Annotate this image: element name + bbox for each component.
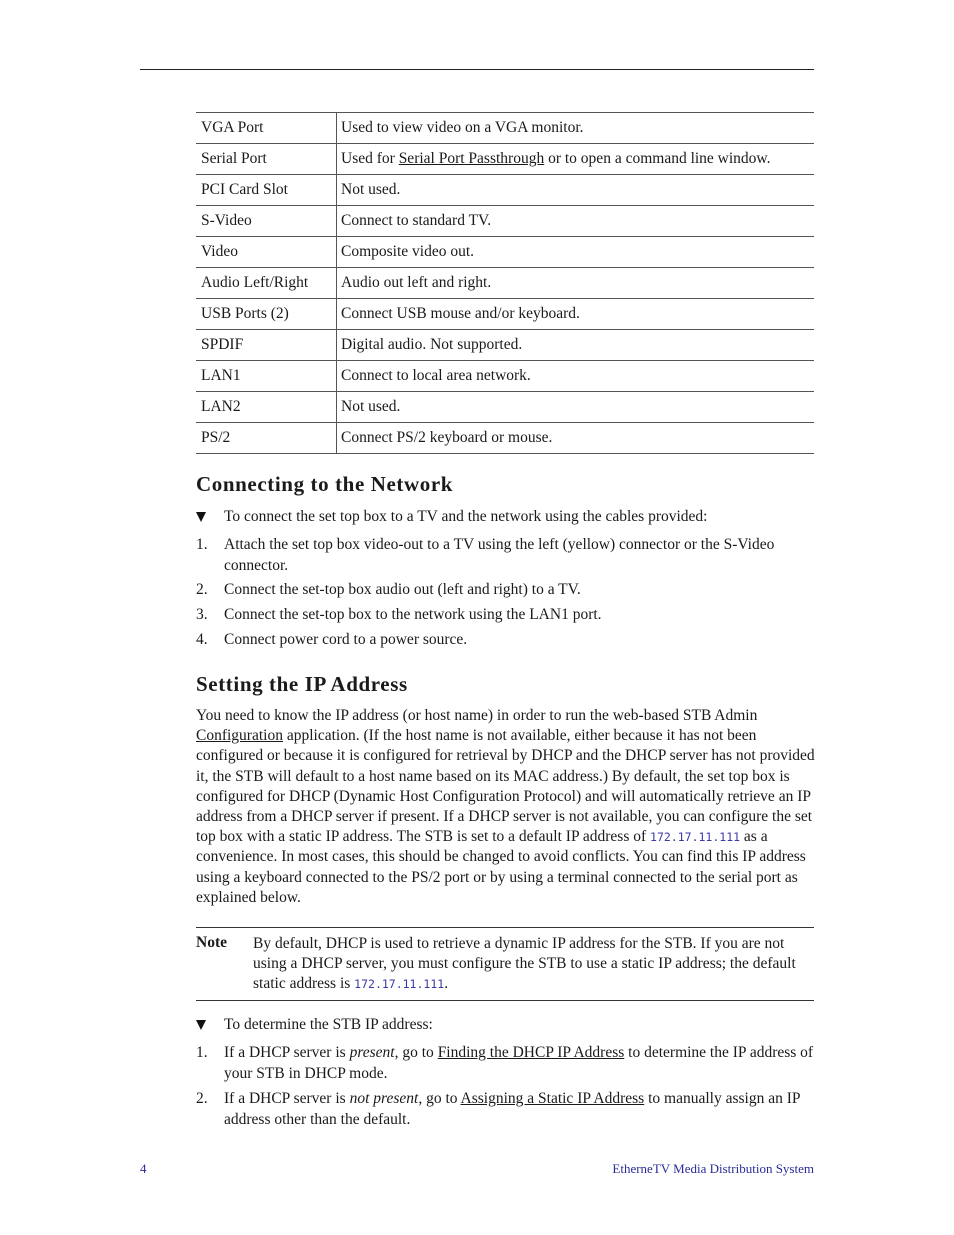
port-desc-cell: Not used. [337,175,815,206]
ports-table [196,112,814,454]
port-name-cell: PCI Card Slot [196,175,337,206]
port-name-cell: USB Ports (2) [196,299,337,330]
procedure-intro: To connect the set top box to a TV and the network using the cables provided: [196,507,816,528]
procedure-intro: To determine the STB IP address: [196,1015,816,1036]
note-label: Note [196,934,227,951]
page-number: 4 [140,1161,147,1176]
table-row [196,268,814,299]
finding-dhcp-ip-link[interactable]: Finding the DHCP IP Address [437,1044,625,1061]
footer-title: EtherneTV Media Distribution System [612,1161,814,1176]
port-name-cell: Video [196,237,337,268]
section-heading-network: Connecting to the Network [196,472,454,496]
port-name-cell: PS/2 [196,423,337,454]
table-row [196,392,814,423]
port-desc-cell: Digital audio. Not supported. [337,330,815,361]
note-box [196,927,814,1001]
header-rule [140,69,814,70]
table-row [196,237,814,268]
port-name-cell: LAN2 [196,392,337,423]
list-item: 4. Connect power cord to a power source. [196,631,468,648]
port-name-cell: Serial Port [196,144,337,175]
table-row [196,299,814,330]
list-item: 2. Connect the set-top box audio out (left and right) to a TV. [196,581,581,598]
static-ip-code: 172.17.11.111 [354,977,445,992]
triangle-bullet-icon [196,512,206,522]
note-text: By default, DHCP is used to retrieve a dynamic IP address for the STB. If you are not using a DHCP server, you must configure the STB to use a static IP address; the default static address is 172.17.11.111. [253,935,796,993]
port-desc-cell: Used for Serial Port Passthrough or to open a command line window. [337,144,815,175]
assigning-static-ip-link[interactable]: Assigning a Static IP Address [460,1090,645,1107]
ip-paragraph: You need to know the IP address (or host name) in order to run the web-based STB Admin Configuration application. (If the host name is not available, either because it has not been configured or because it is configured for retrieval by DHCP and the DHCP server has not provided it, the STB will default to a host name based on its MAC address.) By default, the set top box is configured for DHCP (Dynamic Host Configuration Protocol) and will automatically retrieve an IP address from a DHCP server if present. If a DHCP server is not available, you can configure the set top box with a static IP address. The STB is set to a default IP address of 172.17.11.111 as a convenience. In most cases, this should be changed to avoid conflicts. You can find this IP address using a keyboard connected to the PS/2 port or by using a terminal connected to the serial port as explained below. [196,707,815,906]
table-row [196,423,814,454]
port-desc-cell: Connect USB mouse and/or keyboard. [337,299,815,330]
port-desc-cell: Connect to local area network. [337,361,815,392]
list-item: 1. If a DHCP server is present, go to Finding the DHCP IP Address to determine the IP address of your STB in DHCP mode. [196,1044,814,1082]
table-row [196,361,814,392]
default-ip-code: 172.17.11.111 [650,830,741,845]
port-name-cell: SPDIF [196,330,337,361]
triangle-bullet-icon [196,1020,206,1030]
table-row [196,175,814,206]
table-row [196,144,814,175]
port-name-cell: S-Video [196,206,337,237]
configuration-link[interactable]: Configuration [196,727,283,745]
table-row [196,206,814,237]
table-row [196,330,814,361]
port-name-cell: LAN1 [196,361,337,392]
port-desc-cell: Connect PS/2 keyboard or mouse. [337,423,815,454]
port-desc-cell: Not used. [337,392,815,423]
port-desc-cell: Used to view video on a VGA monitor. [337,113,815,144]
port-name-cell: Audio Left/Right [196,268,337,299]
port-name-cell: VGA Port [196,113,337,144]
list-item: 1. Attach the set top box video-out to a TV using the left (yellow) connector or the S-Video connector. [196,536,775,574]
port-desc-cell: Connect to standard TV. [337,206,815,237]
port-desc-cell: Audio out left and right. [337,268,815,299]
table-row [196,113,814,144]
section-heading-ip: Setting the IP Address [196,672,408,696]
list-item: 2. If a DHCP server is not present, go to Assigning a Static IP Address to manually assign an IP address other than the default. [196,1090,800,1128]
serial-port-passthrough-link[interactable]: Serial Port Passthrough [398,150,545,167]
port-desc-cell: Composite video out. [337,237,815,268]
list-item: 3. Connect the set-top box to the network using the LAN1 port. [196,606,602,623]
